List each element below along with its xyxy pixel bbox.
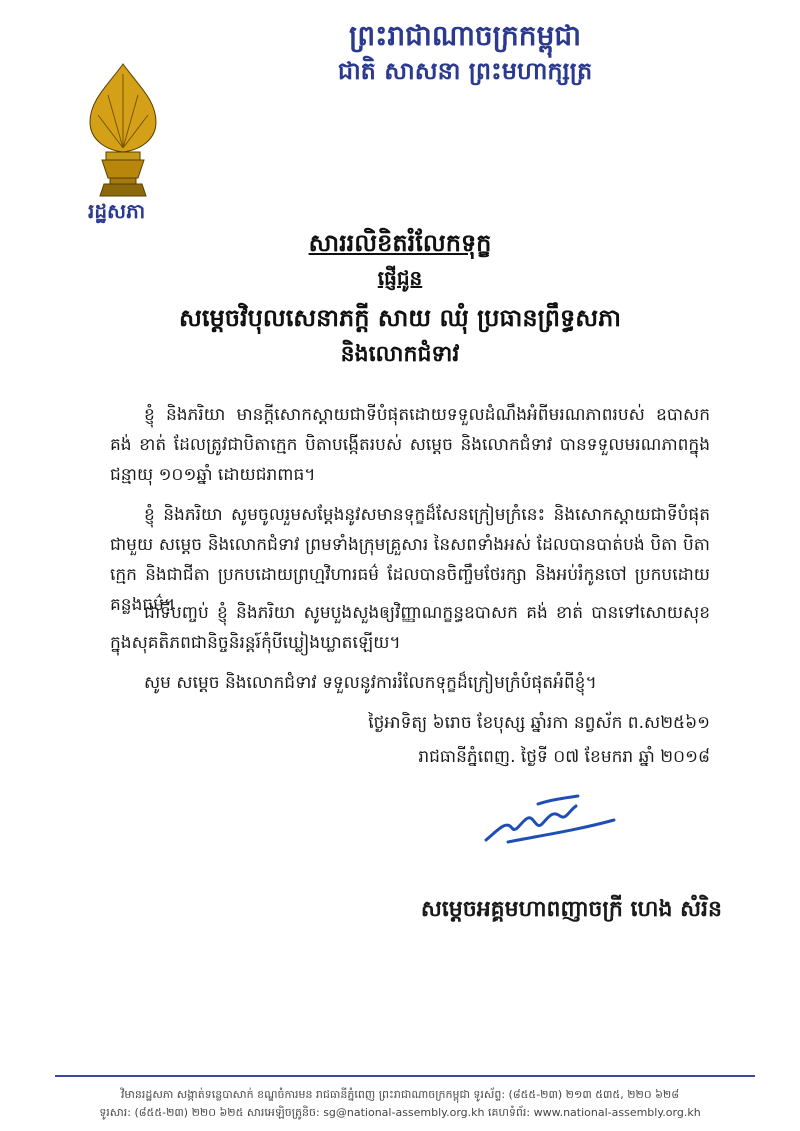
signer-name: សម្តេចអគ្គមហាពញាចក្រី ហេង សំរិន [420, 897, 722, 922]
body-paragraph-1: ខ្ញុំ និងភរិយា មានក្តីសោកស្តាយជាទីបំផុតដោយទទួលដំណឹងអំពីមរណភាពរបស់ ឧបាសក គង់ ខាត់ ដែលត្រូវជាបិតាក្មេក បិតាបង្កើតរបស់ សម្តេច និងលោកជំទាវ បានទទួលមរណភាពក្នុងជន្មាយុ ១០១ឆ្នាំ ដោយជរាពាធ។ [110, 405, 710, 485]
lunar-date: ថ្ងៃអាទិត្យ ៦រោច ខែបុស្ស ឆ្នាំរកា នព្វស័ក ព.ស២៥៦១ [368, 713, 710, 733]
footer-contact: ទូរសារ: (៨៥៥-២៣) ២២០ ៦២៥ សារអេឡិចត្រូនិច: sg@national-assembly.org.kh គេហទំព័រ: www.national-assembly.org.kh [99, 1106, 701, 1119]
solar-date: រាជធានីភ្នំពេញ. ថ្ងៃទី ០៧ ខែមករា ឆ្នាំ ២០១៨ [418, 747, 710, 767]
body-paragraph-4: សូម សម្តេច និងលោកជំទាវ ទទួលនូវការរំលែកទុក្ខដ៏ក្រៀមក្រំបំផុតអំពីខ្ញុំ។ [144, 673, 597, 693]
footer-address: វិមានរដ្ឋសភា សង្កាត់ទន្លេបាសាក់ ខណ្ឌចំការមន រាជធានីភ្នំពេញ ព្រះរាជាណាចក្រកម្ពុជា ទូរស័ព្ទ: (៨៥៥-២៣) ២១៣ ៥៣៥, ២២០ ៦២៨ [120, 1088, 680, 1101]
body-paragraph-2: ខ្ញុំ និងភរិយា សូមចូលរួមសម្តែងនូវសមានទុក្ខដ៏សែនក្រៀមក្រំនេះ និងសោកស្តាយជាទីបំផុតជាមួយ សម្តេច និងលោកជំទាវ ព្រមទាំងក្រុមគ្រួសារ នៃសពទាំងអស់ ដែលបានបាត់បង់ បិតា បិតាក្មេក និងជាជីតា ប្រកបដោយព្រហ្មវិហារធម៌ ដែលបានចិញ្ចឹមថែរក្សា និងអប់រំកូនចៅ ប្រកបដោយគន្លងធម៌។ [110, 505, 710, 615]
motto-heading: ជាតិ សាសនា ព្រះមហាក្សត្រ [337, 57, 593, 85]
recipient-name: សម្តេចវិបុលសេនាភក្តី សាយ ឈុំ ប្រធានព្រឹទ្ធសភា [179, 304, 621, 332]
organization-name: រដ្ឋសភា [88, 199, 146, 223]
letter-title: សាររលិខិតរំលែកទុក្ខ [308, 229, 492, 257]
recipient-family: និងលោកជំទាវ [340, 342, 460, 367]
footer-divider [55, 1075, 755, 1077]
body-paragraph-3: ជាទីបញ្ចប់ ខ្ញុំ និងភរិយា សូមបួងសួងឲ្យវិញ្ញាណក្ខន្ធឧបាសក គង់ ខាត់ បានទៅសោយសុខ ក្នុងសុគតិភពជានិច្ចនិរន្តរ៍កុំបីឃ្លៀងឃ្លាតឡើយ។ [110, 603, 710, 653]
kingdom-heading: ព្រះរាជាណាចក្រកម្ពុជា [348, 19, 581, 52]
royal-emblem-icon [78, 60, 168, 200]
addressed-to-label: ផ្ញើជូន [377, 266, 423, 290]
handwritten-signature [478, 790, 618, 850]
